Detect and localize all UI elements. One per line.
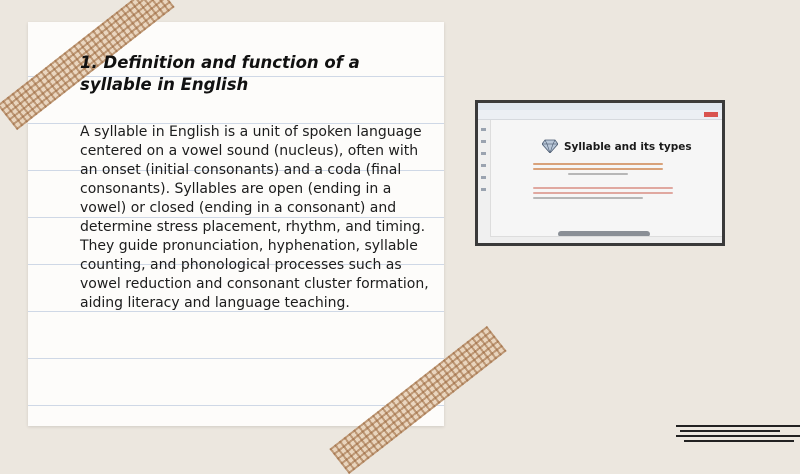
screenshot-title: Syllable and its types	[564, 141, 692, 153]
slide-heading: 1. Definition and function of a syllable in English	[80, 53, 360, 94]
sidebar-dot	[481, 176, 486, 179]
screenshot-bottombar	[490, 236, 722, 243]
screenshot-text-line	[533, 192, 673, 194]
decorative-line	[676, 425, 800, 427]
screenshot-topbar	[478, 103, 722, 110]
screenshot-text-line	[568, 173, 628, 175]
screenshot-text-line	[533, 168, 663, 170]
screenshot-text-line	[533, 197, 643, 199]
screenshot-toolbar	[478, 110, 722, 120]
decorative-line	[676, 435, 800, 437]
sidebar-dot	[481, 152, 486, 155]
decorative-line	[680, 430, 780, 432]
diamond-icon	[542, 139, 558, 153]
sidebar-dot	[481, 164, 486, 167]
screenshot-text-line	[533, 163, 663, 165]
sidebar-dot	[481, 140, 486, 143]
screenshot-sidebar	[478, 120, 491, 243]
sidebar-dot	[481, 188, 486, 191]
sidebar-dot	[481, 128, 486, 131]
decorative-line	[684, 440, 794, 442]
screenshot-text-line	[533, 187, 673, 189]
screenshot-content	[478, 103, 722, 243]
slide-body-text: A syllable in English is a unit of spoken language centered on a vowel sound (nucleus), often with an onset (initial consonants) and a coda (final consonants). Syllables are open (ending in a vowel) or closed (ending in a consonant) and determine stress placement, rhythm, and timing. They guide pronunciation, hyphenation, syllable counting, and phonological processes such as vowel reduction and consonant cluster formation, aiding literacy and language teaching.	[80, 124, 429, 311]
screenshot-share-button	[704, 112, 718, 117]
embedded-screenshot	[475, 100, 725, 246]
